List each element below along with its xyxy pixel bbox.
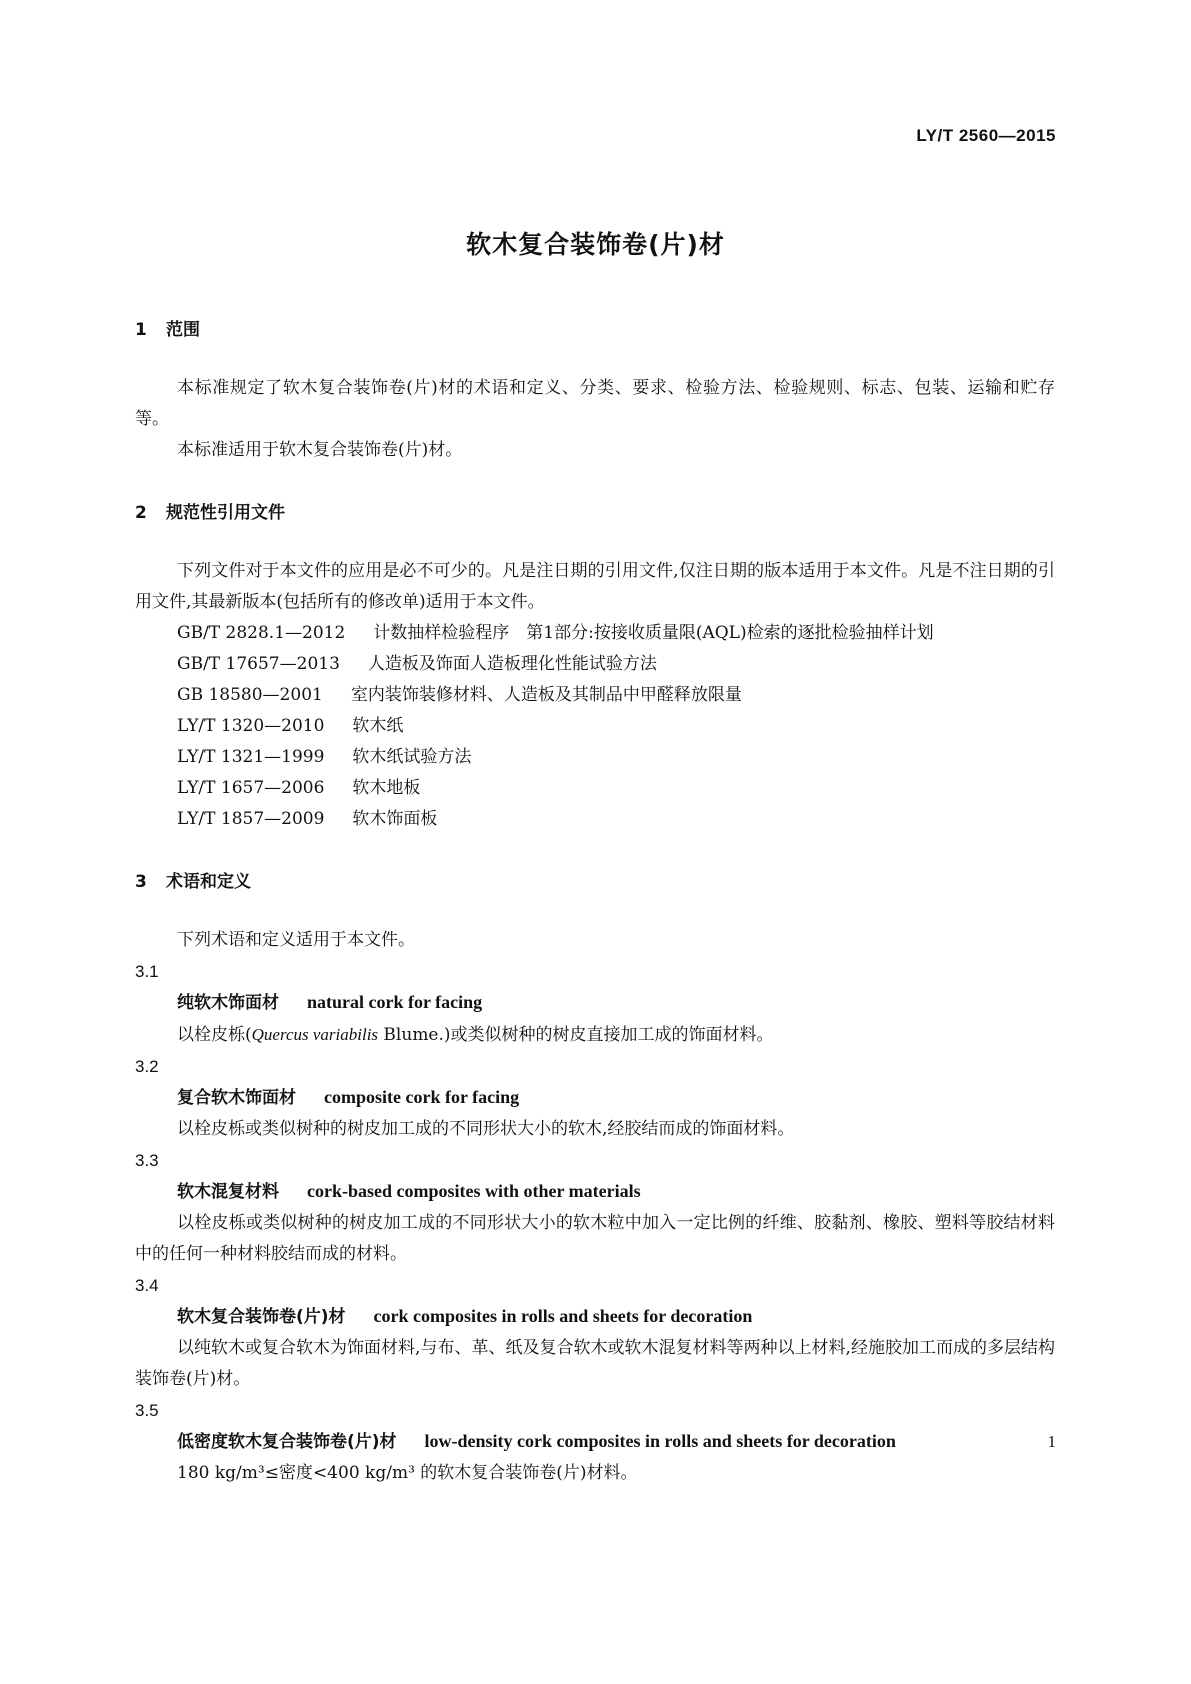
term-heading: [135, 1426, 1055, 1458]
reference-item: [135, 804, 1055, 835]
section-3-heading: [135, 870, 1055, 894]
term-heading: [135, 987, 1055, 1019]
reference-title: 室内装饰装修材料、人造板及其制品中甲醛释放限量: [350, 685, 742, 705]
species-name: Quercus variabilis: [251, 1025, 379, 1044]
reference-item: [135, 618, 1055, 649]
term-definition: [135, 1019, 1055, 1051]
term-zh: 低密度软木复合装饰卷(片)材: [177, 1432, 397, 1452]
reference-item: [135, 742, 1055, 773]
paragraph: 下列文件对于本文件的应用是必不可少的。凡是注日期的引用文件,仅注日期的版本适用于本文件。凡是不注日期的引用文件,其最新版本(包括所有的修改单)适用于本文件。: [135, 561, 1055, 612]
standard-number: LY/T 2560—2015: [916, 126, 1056, 145]
definition-text: Blume.)或类似树种的树皮直接加工成的饰面材料。: [378, 1025, 774, 1045]
section-number: 3: [135, 872, 147, 892]
reference-item: [135, 649, 1055, 680]
term-zh: 纯软木饰面材: [177, 993, 279, 1013]
term-number: 3.3: [135, 1151, 159, 1170]
term-en: cork-based composites with other materials: [307, 1181, 641, 1201]
section-title: 规范性引用文件: [166, 503, 285, 523]
paragraph: 本标准适用于软木复合装饰卷(片)材。: [177, 440, 463, 460]
reference-code: LY/T 1657—2006: [177, 778, 325, 798]
reference-item: [135, 773, 1055, 804]
term-definition: 180 kg/m³≤密度<400 kg/m³ 的软木复合装饰卷(片)材料。: [177, 1463, 638, 1483]
paragraph: 本标准规定了软木复合装饰卷(片)材的术语和定义、分类、要求、检验方法、检验规则、标志、包装、运输和贮存等。: [135, 378, 1055, 429]
term-number: 3.2: [135, 1057, 159, 1076]
term-definition: 以纯软木或复合软木为饰面材料,与布、革、纸及复合软木或软木混复材料等两种以上材料,经施胶加工而成的多层结构装饰卷(片)材。: [135, 1338, 1055, 1389]
term-heading: [135, 1176, 1055, 1208]
term-definition: 以栓皮栎或类似树种的树皮加工成的不同形状大小的软木粒中加入一定比例的纤维、胶黏剂、橡胶、塑料等胶结材料中的任何一种材料胶结而成的材料。: [135, 1213, 1055, 1264]
reference-title: 软木饰面板: [352, 809, 438, 829]
section-title: 范围: [166, 320, 200, 340]
document-body: [135, 318, 1055, 1489]
term-number: 3.4: [135, 1276, 159, 1295]
term-en: natural cork for facing: [307, 992, 483, 1012]
term-number: 3.1: [135, 962, 159, 981]
reference-code: LY/T 1320—2010: [177, 716, 325, 736]
paragraph: 下列术语和定义适用于本文件。: [177, 930, 415, 950]
term-zh: 软木混复材料: [177, 1182, 279, 1202]
term-en: low-density cork composites in rolls and sheets for decoration: [424, 1431, 896, 1451]
reference-code: GB/T 17657—2013: [177, 654, 340, 674]
reference-item: [135, 711, 1055, 742]
section-number: 2: [135, 503, 147, 523]
section-2-heading: [135, 501, 1055, 525]
section-1-heading: [135, 318, 1055, 342]
section-title: 术语和定义: [166, 872, 251, 892]
term-heading: [135, 1301, 1055, 1333]
term-en: composite cork for facing: [324, 1087, 520, 1107]
reference-item: [135, 680, 1055, 711]
reference-title: 软木纸: [352, 716, 404, 736]
document-title: 软木复合装饰卷(片)材: [466, 230, 725, 259]
reference-code: GB/T 2828.1—2012: [177, 623, 346, 643]
reference-title: 计数抽样检验程序 第1部分:按接收质量限(AQL)检索的逐批检验抽样计划: [373, 623, 934, 643]
reference-title: 软木地板: [352, 778, 421, 798]
section-number: 1: [135, 320, 147, 340]
reference-title: 软木纸试验方法: [352, 747, 472, 767]
reference-code: LY/T 1321—1999: [177, 747, 325, 767]
term-definition: 以栓皮栎或类似树种的树皮加工成的不同形状大小的软木,经胶结而成的饰面材料。: [177, 1119, 795, 1139]
definition-text: 以栓皮栎(: [177, 1025, 252, 1045]
reference-title: 人造板及饰面人造板理化性能试验方法: [367, 654, 657, 674]
page-number: 1: [1047, 1432, 1056, 1451]
term-en: cork composites in rolls and sheets for decoration: [373, 1306, 753, 1326]
term-zh: 软木复合装饰卷(片)材: [177, 1307, 346, 1327]
term-heading: [135, 1082, 1055, 1114]
term-number: 3.5: [135, 1401, 159, 1420]
reference-code: GB 18580—2001: [177, 685, 323, 705]
reference-code: LY/T 1857—2009: [177, 809, 325, 829]
term-zh: 复合软木饰面材: [177, 1088, 296, 1108]
